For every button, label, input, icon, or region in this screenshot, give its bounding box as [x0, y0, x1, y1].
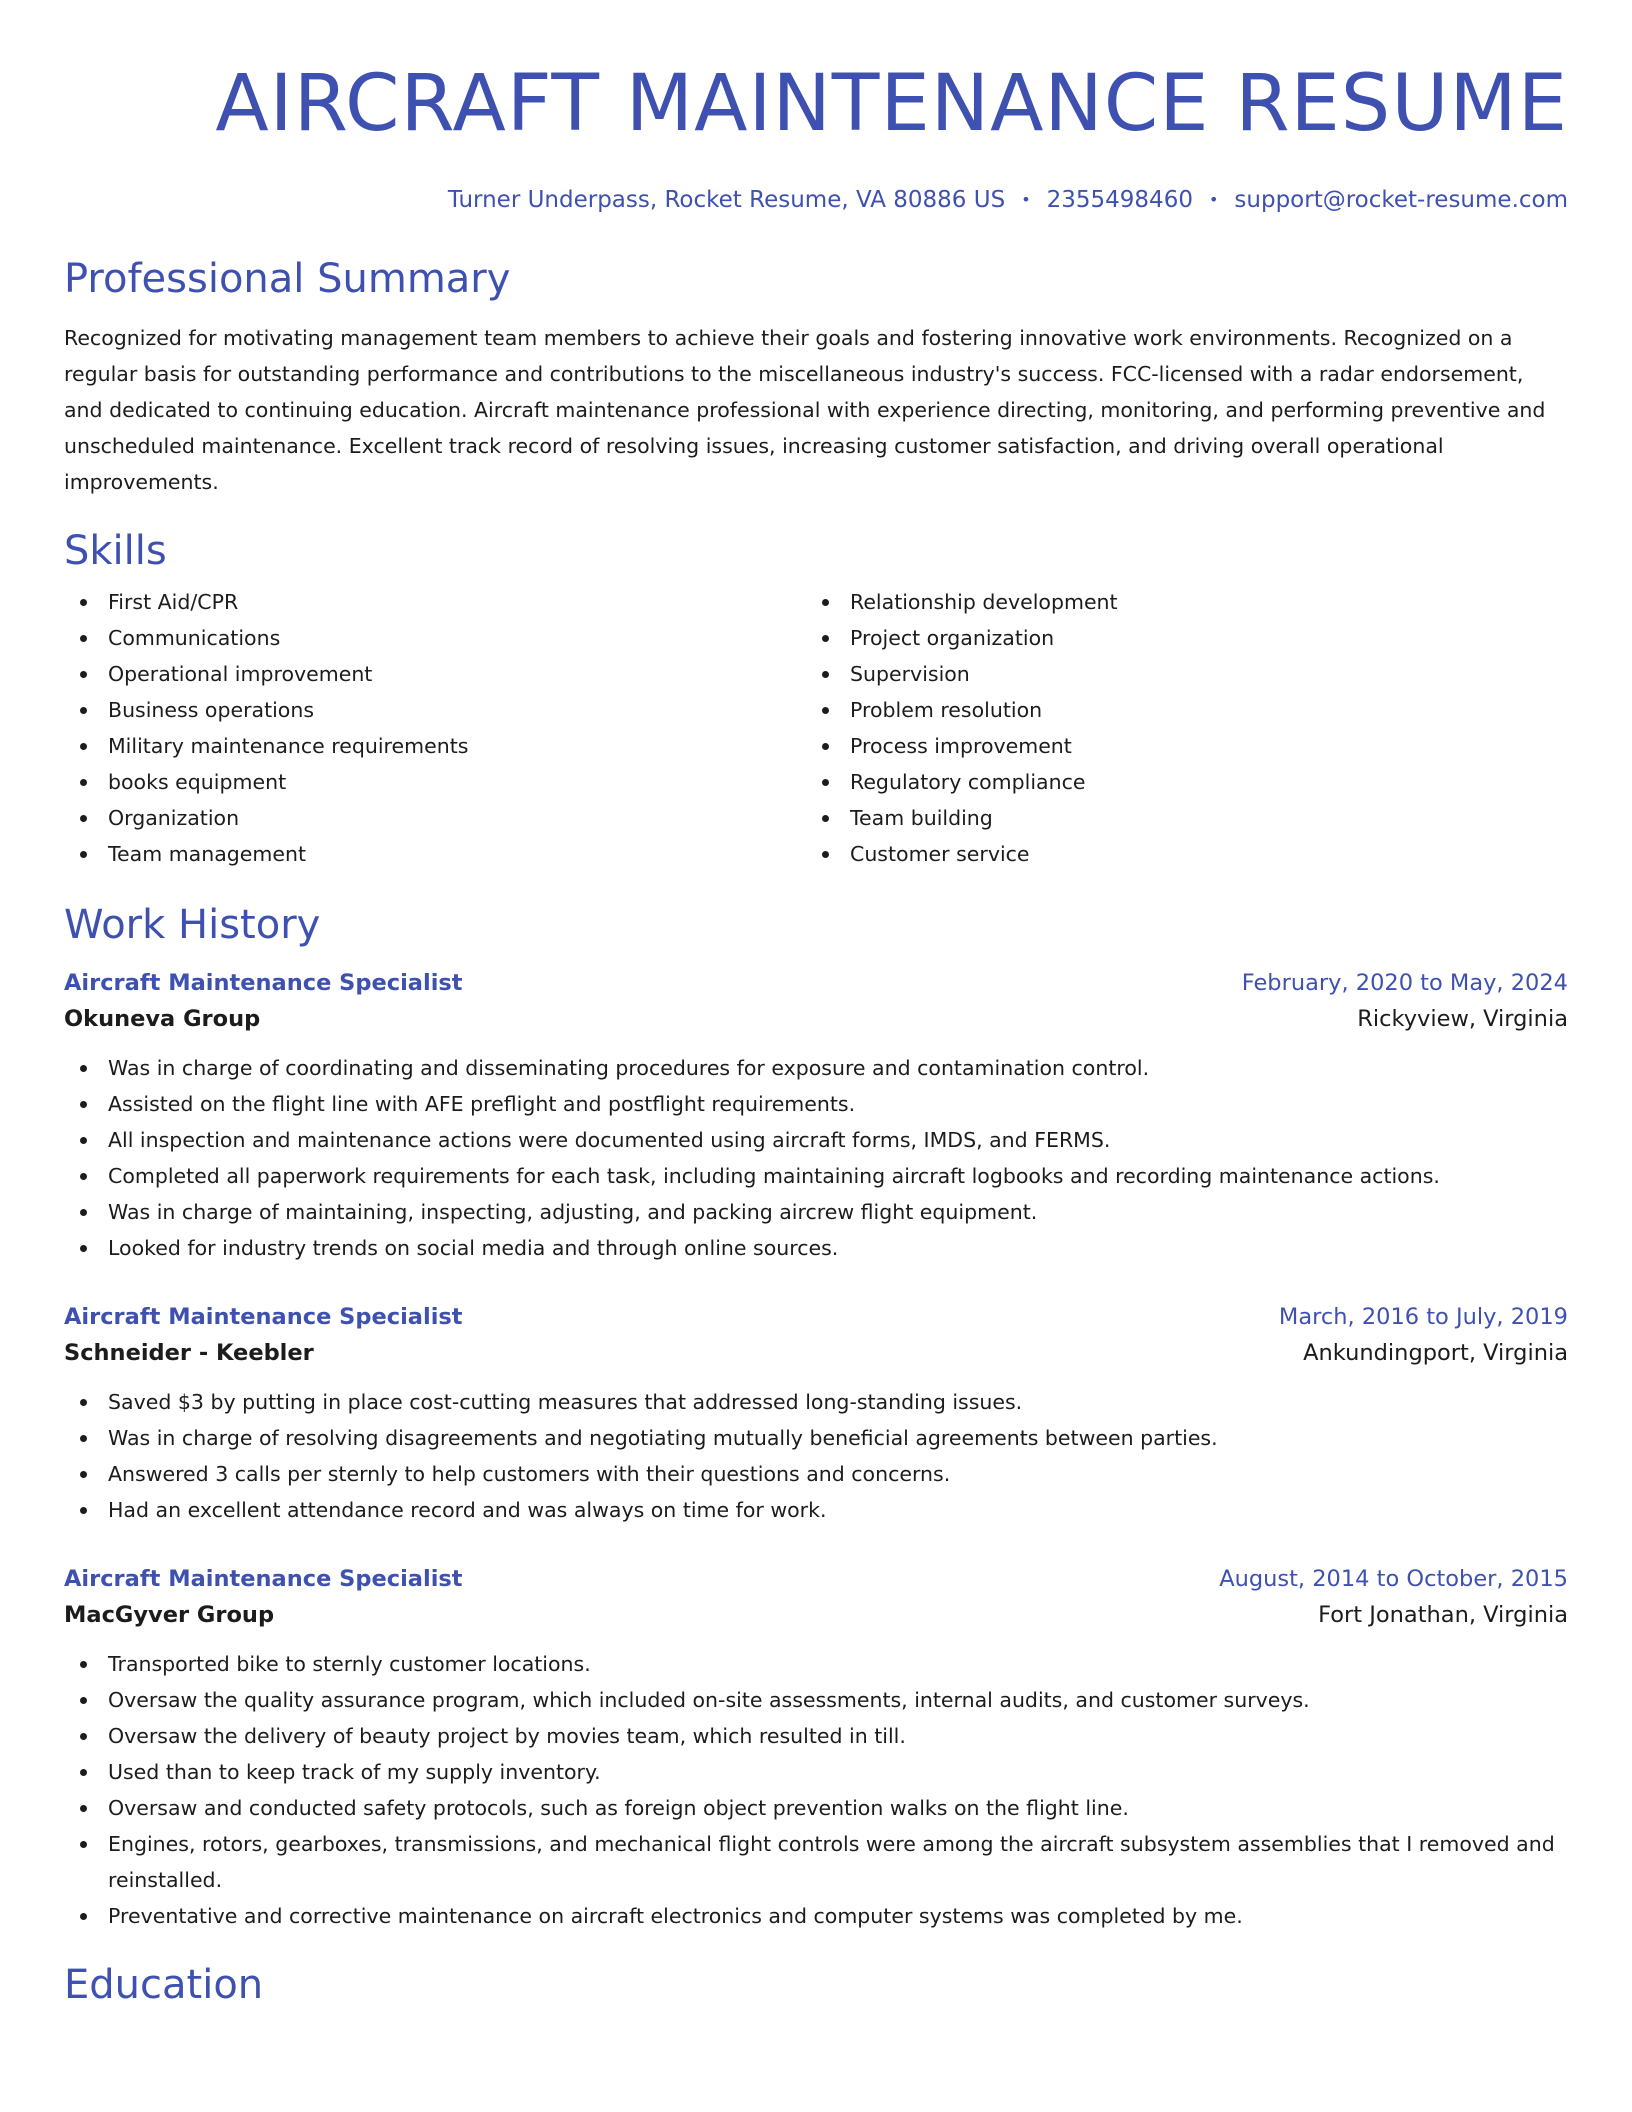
contact-email: support@rocket-resume.com — [1234, 187, 1568, 213]
job-company: Schneider - Keebler — [64, 1340, 314, 1366]
job-bullets — [64, 1384, 1568, 1528]
contact-line — [64, 186, 1568, 214]
skill-item: Project organization — [806, 620, 1548, 656]
skills-right-column — [806, 584, 1548, 872]
skill-item: Operational improvement — [64, 656, 806, 692]
job-bullet: Looked for industry trends on social media and through online sources. — [64, 1230, 1568, 1266]
skills-heading: Skills — [64, 528, 167, 574]
skill-item: Communications — [64, 620, 806, 656]
job-bullet: Was in charge of coordinating and disseminating procedures for exposure and contamination control. — [64, 1050, 1568, 1086]
job-company: MacGyver Group — [64, 1602, 275, 1628]
job-bullet: Engines, rotors, gearboxes, transmissions, and mechanical flight controls were among the aircraft subsystem assemblies that I removed and reinstalled. — [64, 1826, 1568, 1898]
job-bullet: Transported bike to sternly customer locations. — [64, 1646, 1568, 1682]
summary-heading: Professional Summary — [64, 256, 511, 302]
job-location: Fort Jonathan, Virginia — [1318, 1602, 1568, 1628]
job-bullet: Preventative and corrective maintenance on aircraft electronics and computer systems was completed by me. — [64, 1898, 1568, 1934]
job-title-row — [64, 1562, 1568, 1596]
skill-item: books equipment — [64, 764, 806, 800]
job-title: Aircraft Maintenance Specialist — [64, 970, 463, 996]
skill-item: Supervision — [806, 656, 1548, 692]
job-location: Rickyview, Virginia — [1357, 1006, 1568, 1032]
job-title-row — [64, 966, 1568, 1000]
education-heading: Education — [64, 1962, 264, 2008]
job-company: Okuneva Group — [64, 1006, 261, 1032]
job-dates: March, 2016 to July, 2019 — [1278, 1304, 1568, 1330]
skill-item: Customer service — [806, 836, 1548, 872]
skill-item: Military maintenance requirements — [64, 728, 806, 764]
job-company-row — [64, 1596, 1568, 1634]
job-bullet: Saved $3 by putting in place cost-cutting measures that addressed long-standing issues. — [64, 1384, 1568, 1420]
job-bullet: Answered 3 calls per sternly to help customers with their questions and concerns. — [64, 1456, 1568, 1492]
work-history-heading: Work History — [64, 902, 321, 948]
job-title: Aircraft Maintenance Specialist — [64, 1304, 463, 1330]
job-entry — [64, 1562, 1568, 1934]
skill-item: Team management — [64, 836, 806, 872]
skill-item: Regulatory compliance — [806, 764, 1548, 800]
job-dates: August, 2014 to October, 2015 — [1219, 1566, 1568, 1592]
job-dates: February, 2020 to May, 2024 — [1241, 970, 1568, 996]
resume-title: AIRCRAFT MAINTENANCE RESUME — [215, 59, 1568, 149]
contact-address: Turner Underpass, Rocket Resume, VA 80886 US — [447, 187, 1006, 213]
contact-separator: • — [1021, 190, 1031, 209]
job-bullet: Assisted on the flight line with AFE preflight and postflight requirements. — [64, 1086, 1568, 1122]
skill-item: First Aid/CPR — [64, 584, 806, 620]
contact-separator: • — [1208, 190, 1219, 209]
job-bullet: Oversaw the quality assurance program, which included on-site assessments, internal audits, and customer surveys. — [64, 1682, 1568, 1718]
skills-left-column — [64, 584, 806, 872]
contact-phone: 2355498460 — [1046, 187, 1193, 213]
skill-item: Organization — [64, 800, 806, 836]
skill-item: Relationship development — [806, 584, 1548, 620]
job-bullet: All inspection and maintenance actions were documented using aircraft forms, IMDS, and FERMS. — [64, 1122, 1568, 1158]
job-company-row — [64, 1334, 1568, 1372]
job-title-row — [64, 1300, 1568, 1334]
job-entry — [64, 966, 1568, 1266]
skill-item: Business operations — [64, 692, 806, 728]
job-bullet: Oversaw and conducted safety protocols, such as foreign object prevention walks on the flight line. — [64, 1790, 1568, 1826]
job-bullet: Completed all paperwork requirements for each task, including maintaining aircraft logbooks and recording maintenance actions. — [64, 1158, 1568, 1194]
job-location: Ankundingport, Virginia — [1303, 1340, 1568, 1366]
job-bullets — [64, 1646, 1568, 1934]
skill-item: Problem resolution — [806, 692, 1548, 728]
job-bullets — [64, 1050, 1568, 1266]
skills-grid — [64, 584, 1568, 872]
job-bullet: Oversaw the delivery of beauty project by movies team, which resulted in till. — [64, 1718, 1568, 1754]
job-bullet: Was in charge of resolving disagreements and negotiating mutually beneficial agreements between parties. — [64, 1420, 1568, 1456]
job-title: Aircraft Maintenance Specialist — [64, 1566, 463, 1592]
job-company-row — [64, 1000, 1568, 1038]
job-entry — [64, 1300, 1568, 1528]
skill-item: Process improvement — [806, 728, 1548, 764]
summary-text: Recognized for motivating management team members to achieve their goals and fostering innovative work environments. Recognized on a regular basis for outstanding performance and contributions to the miscellaneous industry's success. FCC-licensed with a radar endorsement, and dedicated to continuing education. Aircraft maintenance professional with experience directing, monitoring, and performing preventive and unscheduled maintenance. Excellent track record of resolving issues, increasing customer satisfaction, and driving overall operational improvements. — [64, 326, 1546, 494]
job-bullet: Used than to keep track of my supply inventory. — [64, 1754, 1568, 1790]
job-bullet: Had an excellent attendance record and was always on time for work. — [64, 1492, 1568, 1528]
job-bullet: Was in charge of maintaining, inspecting, adjusting, and packing aircrew flight equipment. — [64, 1194, 1568, 1230]
skill-item: Team building — [806, 800, 1548, 836]
resume-page — [64, 0, 1568, 2010]
